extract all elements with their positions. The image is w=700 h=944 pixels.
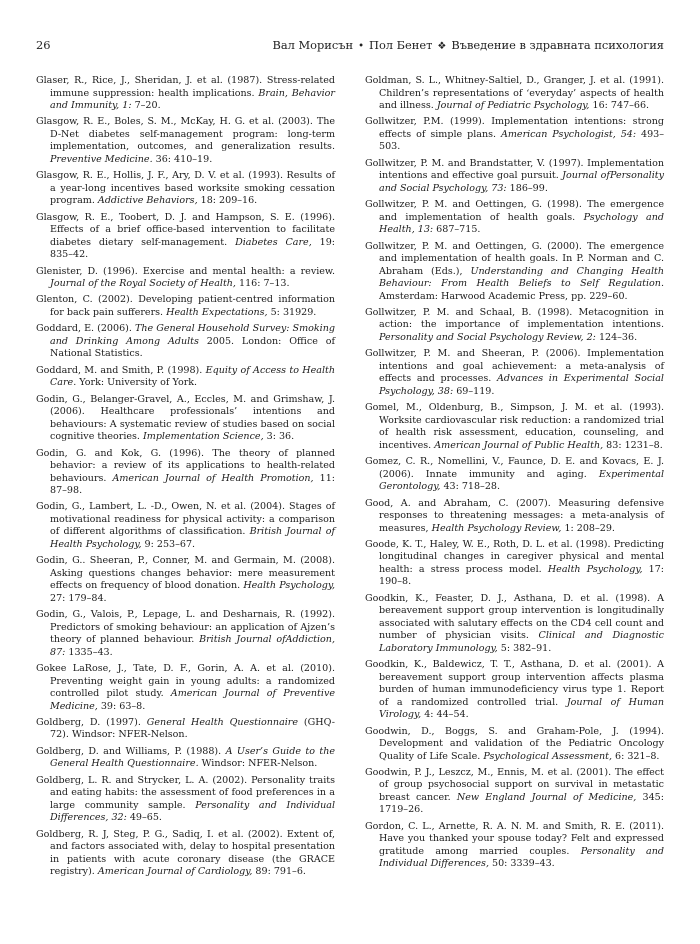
reference-source: Journal ofPersonality and Social Psychology, 73:	[379, 170, 664, 194]
reference-entry	[36, 663, 335, 713]
reference-source: Psychology and Health, 13:	[379, 211, 664, 236]
reference-entry	[365, 767, 664, 817]
reference-source: Preventive Medicine.	[50, 153, 153, 165]
reference-entry	[365, 498, 664, 536]
reference-text: Windsor: NFER-Nelson.	[198, 758, 318, 770]
reference-text: Glaser, R., Rice, J., Sheridan, J. et al. (1987). Stress-related immune suppression: health implications.	[36, 75, 335, 99]
reference-text: Godin, G. and Kok, G. (1996). The theory of planned behavior: a review of its applications to health-related behaviours.	[36, 447, 335, 484]
reference-entry	[36, 75, 335, 113]
reference-source: Health Psychology,	[547, 563, 643, 575]
reference-text: Gomel, M., Oldenburg, B., Simpson, J. M. et al. (1993). Worksite cardiovascular risk reduction: a randomized trial of health risk assessment, education, counseling, and incentives.	[365, 402, 664, 451]
reference-entry	[36, 555, 335, 605]
reference-text: Godin, G.. Sheeran, P., Conner, M. and Germain, M. (2008). Asking questions changes behavior: mere measurement effects on frequency of blood donation.	[36, 555, 335, 592]
reference-entry	[36, 394, 335, 444]
reference-text: Goodkin, K., Feaster, D. J., Asthana, D. et al. (1998). A bereavement support group intervention is longitudinally associated with salutary effects on the CD4 cell count and number of physician visits.	[365, 592, 664, 642]
reference-text: Gollwitzer, P. M. and Oettingen, G. (1998). The emergence and implementation of health goals.	[365, 199, 664, 223]
reference-text: Goldman, S. L., Whitney-Saltiel, D., Granger, J. et al. (1991). Children’s representations of ‘everyday’ aspects of health and illness.	[365, 75, 664, 111]
reference-entry	[36, 448, 335, 498]
reference-source: American Journal of Health Promotion,	[112, 472, 314, 484]
reference-text: 9: 253–67.	[141, 538, 196, 550]
page-number: 26	[36, 38, 51, 52]
reference-source: American Journal of Cardiology,	[97, 866, 253, 878]
reference-text: Glasgow, R. E., Hollis, J. F., Ary, D. V. et al. (1993). Results of a year-long incentives based worksite smoking cessation program.	[36, 170, 335, 207]
reference-text: Godin, G., Belanger-Gravel, A., Eccles, M. and Grimshaw, J. (2006). Healthcare professionals’ intentions and behaviours: A systematic review of studies based on social cognitive theories.	[36, 393, 335, 443]
reference-source: Health Psychology,	[243, 580, 335, 592]
reference-source: Addictive Behaviors,	[97, 195, 198, 207]
reference-text: 5: 31929.	[267, 306, 317, 318]
reference-text: 19: 835–42.	[50, 236, 336, 261]
reference-text: 17: 190–8.	[379, 563, 665, 588]
reference-text: 3: 36.	[263, 431, 295, 443]
reference-text: Goldberg, D. and Williams, P. (1988).	[36, 745, 226, 757]
header-coauthor: Пол Бенет	[369, 38, 433, 52]
reference-text: 124–36.	[595, 331, 638, 343]
page-header	[36, 38, 664, 54]
running-title	[272, 38, 664, 54]
reference-text: Gokee LaRose, J., Tate, D. F., Gorin, A. A. et al. (2010). Preventing weight gain in young adults: a randomized controlled pilot study.	[36, 663, 335, 700]
reference-entry	[365, 158, 664, 196]
reference-text: Glenister, D. (1996). Exercise and mental health: a review.	[36, 265, 335, 277]
reference-source: Advances in Experimental Social Psychology, 38:	[379, 373, 664, 397]
reference-text: Goddard, E. (2006).	[36, 323, 135, 335]
reference-text: Goodwin, P. J., Leszcz, M., Ennis, M. et al. (2001). The effect of group psychosocial support on survival in metastatic breast cancer.	[365, 766, 664, 803]
reference-entry	[36, 116, 335, 166]
reference-entry	[365, 821, 664, 871]
reference-entry	[36, 294, 335, 319]
reference-text: 11: 87–98.	[50, 472, 335, 497]
reference-entry	[36, 212, 335, 262]
reference-source: Equity of Access to Health Care.	[50, 364, 336, 389]
reference-text: Gollwitzer, P. M. and Oettingen, G. (2000). The emergence and implementation of health goals. In P. Norman and C. Abraham (Eds.),	[365, 240, 664, 277]
reference-source: American Journal of Preventive Medicine,	[50, 688, 335, 712]
reference-entry	[365, 402, 664, 452]
reference-source: Implementation Science,	[143, 431, 264, 443]
reference-text: 16: 747–66.	[589, 100, 650, 111]
reference-entry	[365, 726, 664, 764]
reference-source: American Psychologist, 54:	[500, 128, 637, 140]
reference-text: 5: 382–91.	[497, 642, 552, 654]
reference-text: York: University of York.	[76, 377, 198, 389]
reference-text: 49–65.	[126, 812, 162, 824]
reference-entry	[365, 659, 664, 722]
reference-source: Understanding and Changing Health Behaviour: From Health Beliefs to Self Regulation.	[379, 265, 664, 290]
reference-source: Journal of the Royal Society of Health,	[50, 278, 236, 290]
reference-source: Personality and Individual Differences,	[379, 845, 664, 870]
reference-list	[36, 75, 664, 883]
reference-entry	[365, 241, 664, 304]
reference-text: 186–99.	[506, 182, 548, 194]
reference-text: Glenton, C. (2002). Developing patient-centred information for back pain sufferers.	[36, 294, 335, 318]
reference-source: British Journal ofAddiction, 87:	[50, 634, 335, 658]
reference-text: 27: 179–84.	[50, 592, 107, 604]
reference-text: Amsterdam: Harwood Academic Press, pp. 229–60.	[379, 290, 628, 302]
reference-text: Gollwitzer, P. M. and Schaal, B. (1998). Metacognition in action: the importance of implementation intentions.	[365, 306, 664, 331]
reference-entry	[36, 170, 335, 208]
reference-text: 493–503.	[379, 128, 664, 153]
reference-text: 36: 410–19.	[152, 153, 213, 165]
reference-column-left	[36, 75, 335, 883]
reference-text: Gordon, C. L., Arnette, R. A. N. M. and Smith, R. E. (2011). Have you thanked your spouse today? Felt and expressed gratitude among married couples.	[365, 820, 664, 857]
ornament-icon: ❖	[437, 41, 447, 52]
reference-entry	[365, 456, 664, 494]
reference-entry	[365, 348, 664, 398]
reference-entry	[36, 746, 335, 771]
reference-text: Goode, K. T., Haley, W. E., Roth, D. L. et al. (1998). Predicting longitudinal changes in caregiver physical and mental health: a stress process model.	[365, 538, 664, 575]
reference-source: New England Journal of Medicine,	[456, 791, 637, 803]
reference-text: 69–119.	[453, 385, 495, 397]
reference-text: Goodkin, K., Baldewicz, T. T., Asthana, D. et al. (2001). A bereavement support group intervention affects plasma burden of human immunodeficiency virus type 1. Report of a randomized controlled trial.	[365, 659, 664, 708]
reference-entry	[365, 75, 664, 113]
reference-text: 50: 3339–43.	[489, 858, 555, 870]
reference-text: 89: 791–6.	[252, 866, 306, 878]
reference-source: A User’s Guide to the General Health Questionnaire.	[50, 745, 336, 770]
reference-text: Gomez, C. R., Nomellini, V., Faunce, D. E. and Kovacs, E. J. (2006). Innate immunity and aging.	[365, 456, 664, 480]
bullet-separator: •	[358, 41, 365, 52]
reference-text: 83: 1231–8.	[603, 439, 663, 451]
reference-source: Psychological Assessment,	[483, 750, 612, 762]
reference-text: 7–20.	[131, 100, 161, 111]
reference-text: Goldberg, D. (1997).	[36, 716, 147, 728]
reference-text: 1: 208–29.	[561, 522, 615, 534]
reference-text: Goldberg, R. J, Steg, P. G., Sadiq, I. et al. (2002). Extent of, and factors associated with, delay to hospital presentation in patients with acute coronary disease (the GRACE registry).	[36, 828, 335, 878]
reference-text: 43: 718–28.	[440, 481, 501, 493]
reference-entry	[365, 116, 664, 154]
reference-source: Clinical and Diagnostic Laboratory Immunology,	[379, 630, 664, 654]
reference-text: 2005. London: Office of National Statistics.	[50, 335, 335, 360]
reference-source: Health Psychology Review,	[431, 522, 562, 534]
reference-column-right	[365, 75, 664, 883]
reference-text: Gollwitzer, P. M. and Brandstatter, V. (1997). Implementation intentions and effective goal pursuit.	[365, 157, 664, 182]
header-author: Вал Морисън	[272, 38, 354, 52]
reference-text: Godin, G., Lambert, L. -D., Owen, N. et al. (2004). Stages of motivational readiness for physical activity: a comparison of different algorithms of classification.	[36, 501, 335, 538]
reference-entry	[36, 609, 335, 659]
reference-entry	[36, 775, 335, 825]
reference-text: Glasgow, R. E., Toobert, D. J. and Hampson, S. E. (1996). Effects of a brief office-based intervention to facilitate diabetes dietary self-management.	[36, 211, 335, 248]
reference-text: 4: 44–54.	[421, 709, 469, 721]
header-book-title: Въведение в здравната психология	[451, 38, 664, 52]
reference-entry	[36, 323, 335, 361]
reference-source: Health Expectations,	[166, 306, 268, 318]
reference-source: General Health Questionnaire	[146, 716, 299, 728]
reference-source: Journal of Human Virology,	[379, 696, 664, 721]
reference-entry	[36, 717, 335, 742]
reference-text: Good, A. and Abraham, C. (2007). Measuring defensive responses to threatening messages: a meta-analysis of measures,	[365, 497, 664, 534]
reference-text: (GHQ-72). Windsor: NFER-Nelson.	[50, 716, 335, 741]
reference-source: The General Household Survey: Smoking and Drinking Among Adults	[50, 323, 335, 347]
reference-entry	[36, 266, 335, 291]
reference-source: British Journal of Health Psychology,	[50, 526, 335, 550]
reference-text: Goldberg, L. R. and Strycker, L. A. (2002). Personality traits and eating habits: the assessment of food preferences in a large community sample.	[36, 774, 335, 811]
reference-text: 345: 1719–26.	[379, 791, 664, 816]
reference-source: Brain, Behavior and Immunity, 1:	[50, 87, 335, 111]
reference-text: 39: 63–8.	[97, 700, 146, 712]
reference-text: Goddard, M. and Smith, P. (1998).	[36, 364, 206, 376]
reference-source: Personality and Individual Differences, 32:	[50, 799, 336, 824]
reference-entry	[36, 829, 335, 879]
reference-source: Diabetes Care,	[235, 236, 312, 248]
reference-entry	[365, 593, 664, 656]
reference-entry	[365, 539, 664, 589]
reference-source: Personality and Social Psychology Review, 2:	[379, 331, 596, 343]
reference-entry	[36, 501, 335, 551]
reference-source: American Journal of Public Health,	[434, 439, 604, 451]
reference-text: Gollwitzer, P.M. (1999). Implementation intentions: strong effects of simple plans.	[365, 116, 664, 140]
reference-text: 116: 7–13.	[235, 278, 290, 290]
reference-text: 1335–43.	[65, 646, 113, 658]
reference-text: 687–715.	[433, 224, 481, 236]
reference-source: Experimental Gerontology,	[379, 468, 664, 493]
reference-source: Journal of Pediatric Psychology,	[436, 100, 590, 111]
reference-entry	[365, 199, 664, 237]
reference-text: Gollwitzer, P. M. and Sheeran, P. (2006). Implementation intentions and goal achievement: a meta-analysis of effects and processes.	[365, 348, 664, 385]
reference-text: Godin, G., Valois, P., Lepage, L. and Desharnais, R. (1992). Predictors of smoking behaviour: an application of Ajzen’s theory of planned behaviour.	[36, 609, 335, 646]
reference-text: Goodwin, D., Boggs, S. and Graham-Pole, J. (1994). Development and validation of the Pediatric Oncology Quality of Life Scale.	[365, 725, 664, 762]
reference-entry	[365, 307, 664, 345]
reference-text: 18: 209–16.	[197, 195, 258, 207]
reference-text: Glasgow, R. E., Boles, S. M., McKay, H. G. et al. (2003). The D-Net diabetes self-management program: long-term implementation, outcomes, and generalization results.	[36, 116, 335, 153]
reference-entry	[36, 365, 335, 390]
reference-text: 6: 321–8.	[612, 750, 660, 762]
